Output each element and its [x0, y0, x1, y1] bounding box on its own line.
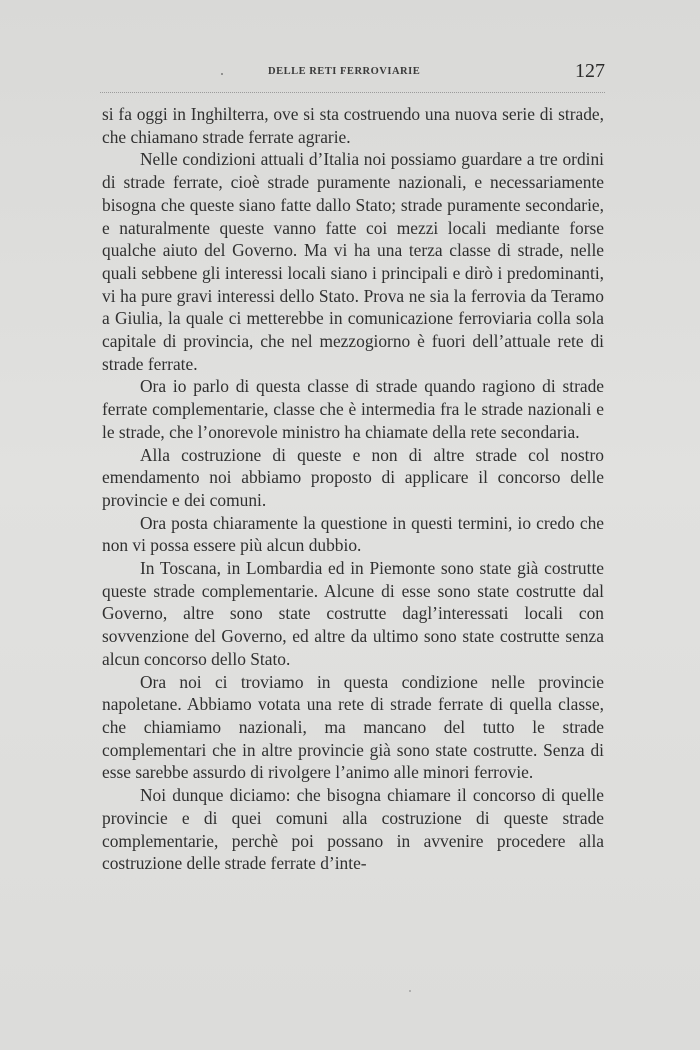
- paragraph: In Toscana, in Lombardia ed in Piemonte sono state già costrutte queste strade complementarie. Alcune di esse sono state costrutte dal Governo, altre sono state costrutte dagl’interessati locali con sovvenzione del Governo, ed altre da ultimo sono state costrutte senza alcun concorso dello Stato.: [102, 558, 604, 669]
- paragraph: si fa oggi in Inghilterra, ove si sta costruendo una nuova serie di strade, che chiamano strade ferrate agrarie.: [102, 104, 604, 147]
- paragraph: Alla costruzione di queste e non di altre strade col nostro emendamento noi abbiamo proposto di applicare il concorso delle provincie e dei comuni.: [102, 444, 604, 510]
- paragraph: Ora io parlo di questa classe di strade quando ragiono di strade ferrate complementarie, classe che è intermedia fra le strade nazionali e le strade, che l’onorevole ministro ha chiamate della rete secondaria.: [102, 376, 604, 442]
- body-text: [102, 103, 604, 875]
- running-header: [100, 58, 605, 94]
- page-number: 127: [575, 60, 605, 82]
- paragraph: Noi dunque diciamo: che bisogna chiamare il concorso di quelle provincie e di quei comuni alla costruzione di queste strade complementarie, perchè poi possano in avvenire procedere alla costruzione delle strade ferrate d’inte-: [102, 785, 604, 874]
- paragraph: Ora noi ci troviamo in questa condizione nelle provincie napoletane. Abbiamo votata una rete di strade ferrate di quella classe, che chiamiamo nazionali, ma mancano del tutto le strade complementari che in altre provincie già sono state costrutte. Senza di esse sarebbe assurdo di rivolgere l’animo alle minori ferrovie.: [102, 671, 604, 783]
- paragraph: Ora posta chiaramente la questione in questi termini, io credo che non vi possa essere più alcun dubbio.: [102, 512, 604, 556]
- paragraph: Nelle condizioni attuali d’Italia noi possiamo guardare a tre ordini di strade ferrate, cioè strade puramente nazionali, e necessariamente bisogna che queste siano fatte dallo Stato; strade puramente secondarie, e naturalmente queste vanno fatte coi mezzi locali mediante forse qualche aiuto del Governo. Ma vi ha una terza classe di strade, nelle quali sebbene gli interessi locali siano i principali e dirò i predominanti, vi ha pure gravi interessi dello Stato. Prova ne sia la ferrovia da Teramo a Giulia, la quale ci metterebbe in comunicazione ferroviaria colla sola capitale di provincia, che nel mezzogiorno è fuori dell’attuale rete di strade ferrate.: [102, 149, 604, 374]
- header-dot: [221, 73, 223, 75]
- page-speck: [409, 990, 411, 992]
- header-title: DELLE RETI FERROVIARIE: [268, 66, 421, 77]
- header-rule: [100, 92, 605, 93]
